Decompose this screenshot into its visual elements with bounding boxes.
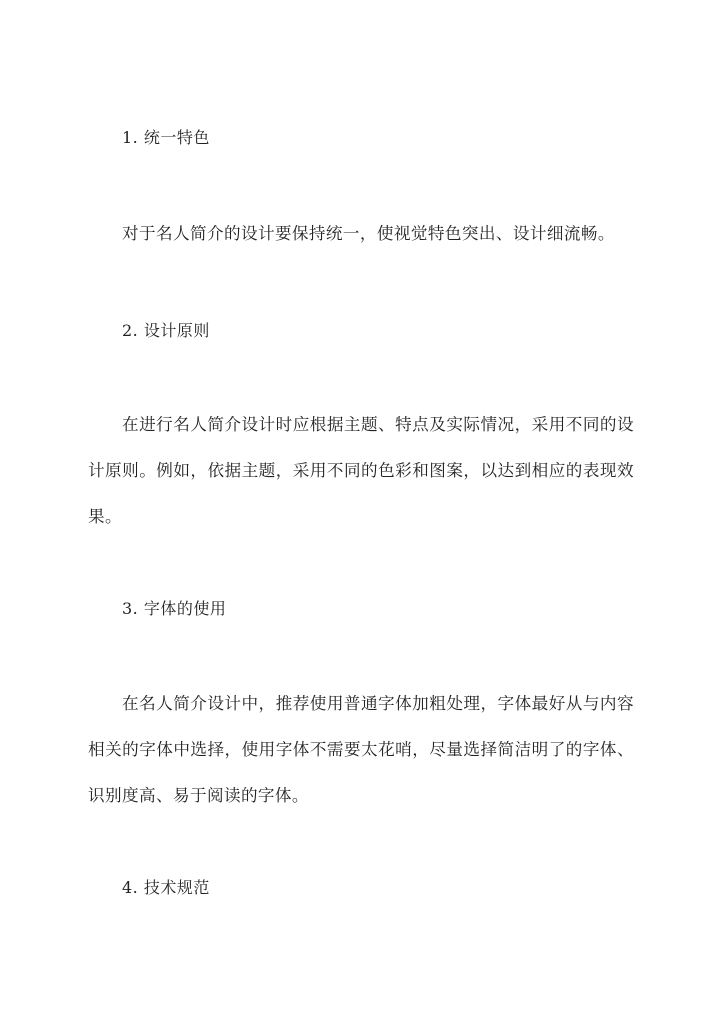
- section-paragraph-1: 对于名人简介的设计要保持统一，使视觉特色突出、设计细流畅。: [122, 224, 615, 243]
- section-heading-1: 1. 统一特色: [122, 128, 210, 147]
- section-heading-2: 2. 设计原则: [122, 321, 210, 340]
- section-paragraph-2: 在进行名人简介设计时应根据主题、特点及实际情况，采用不同的设计原则。例如，依据主题，采用不同的色彩和图案，以达到相应的表现效果。: [88, 415, 634, 526]
- section-paragraph-3: 在名人简介设计中，推荐使用普通字体加粗处理，字体最好从与内容相关的字体中选择，使用字体不需要太花哨，尽量选择简洁明了的字体、识别度高、易于阅读的字体。: [88, 694, 634, 805]
- section-heading-4: 4. 技术规范: [122, 878, 210, 897]
- section-heading-3: 3. 字体的使用: [122, 599, 227, 618]
